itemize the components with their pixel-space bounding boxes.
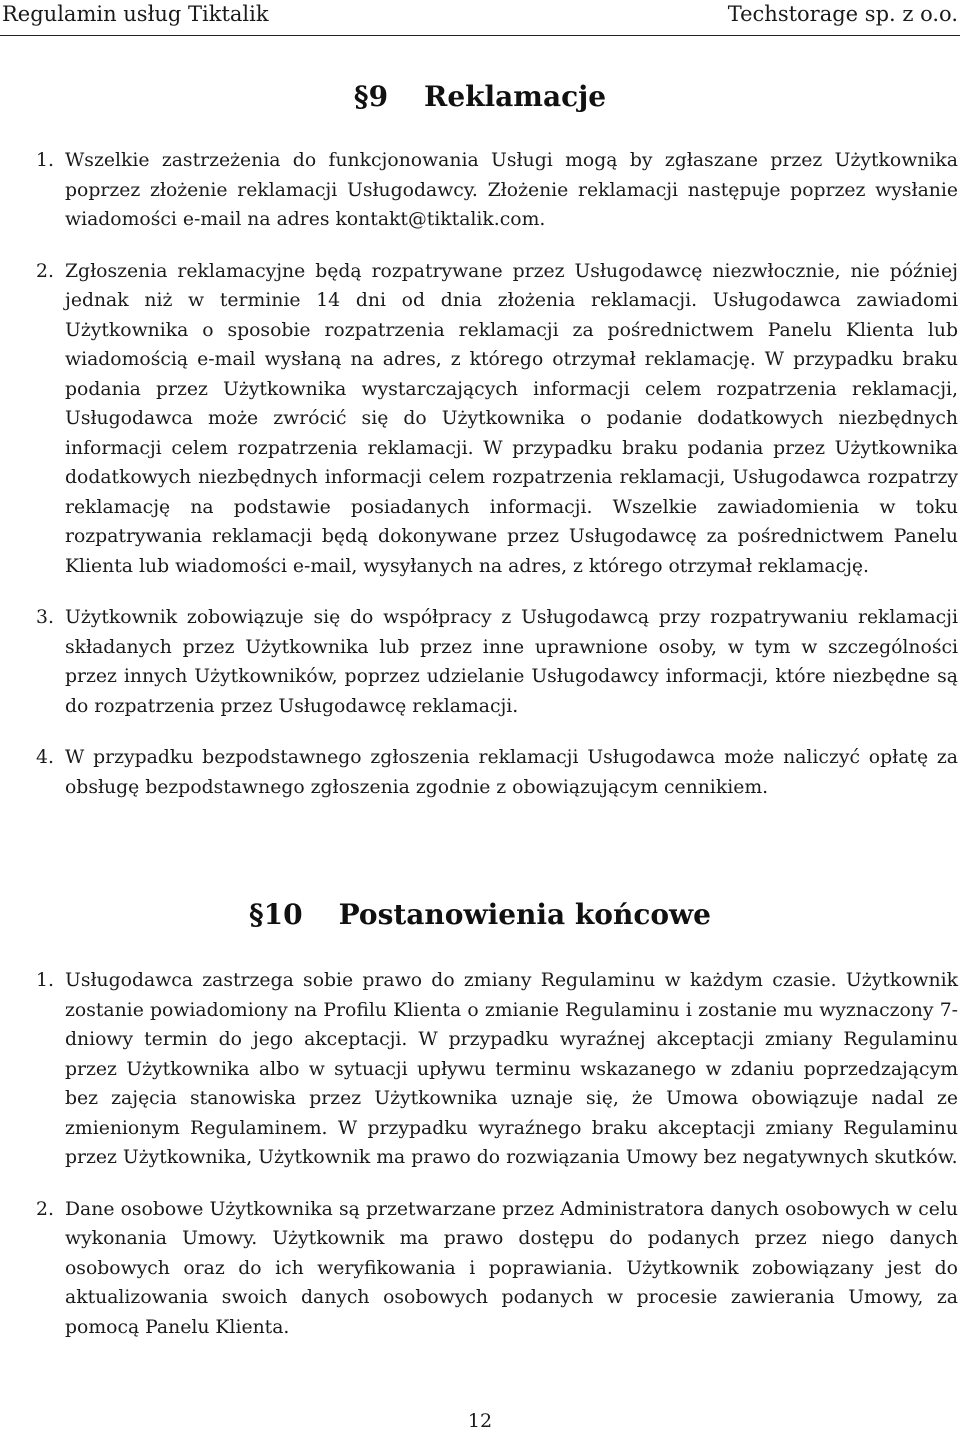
list-item: [0, 603, 960, 721]
running-header: [0, 0, 960, 40]
section-number: §10: [249, 898, 303, 931]
item-marker: 2.: [36, 1198, 54, 1220]
list-item: [0, 257, 960, 582]
item-marker: 4.: [36, 747, 54, 768]
section-heading-10: [0, 898, 960, 931]
item-marker: 1.: [36, 970, 54, 991]
header-company-name: Techstorage sp. z o.o.: [727, 2, 958, 26]
item-text: Wszelkie zastrzeżenia do funkcjonowania Usługi mogą by zgłaszane przez Użytkownika poprzez złożenie reklamacji Usługodawcy. Złożenie reklamacji następuje poprzez wysłanie wiadomości e-mail na adres kontakt@tiktalik.com.: [65, 150, 958, 230]
section-number: §9: [353, 80, 389, 113]
page-number: 12: [467, 1410, 493, 1432]
list-item: [0, 146, 960, 235]
item-text: Usługodawca zastrzega sobie prawo do zmiany Regulaminu w każdym czasie. Użytkownik zostanie powiadomiony na Profilu Klienta o zmianie Regulaminu i zostanie mu wyznaczony 7-dniowy termin do jego akceptacji. W przypadku wyraźnej akceptacji zmiany Regulaminu przez Użytkownika albo w sytuacji upływu terminu wskazanego w zdaniu poprzedzającym bez zajęcia stanowiska przez Użytkownika uznaje się, że Umowa obowiązuje nadal ze zmienionym Regulaminem. W przypadku wyraźnego braku akceptacji zmiany Regulaminu przez Użytkownika, Użytkownik ma prawo do rozwiązania Umowy bez negatywnych skutków.: [65, 970, 958, 1168]
item-text: Zgłoszenia reklamacyjne będą rozpatrywane przez Usługodawcę niezwłocznie, nie później jednak niż w terminie 14 dni od dnia złożenia reklamacji. Usługodawca zawiadomi Użytkownika o sposobie rozpatrzenia reklamacji za pośrednictwem Panelu Klienta lub wiadomością e-mail wysłaną na adres, z którego otrzymał reklamację. W przypadku braku podania przez Użytkownika wystarczających informacji celem rozpatrzenia reklamacji, Usługodawca może zwrócić się do Użytkownika o podanie dodatkowych niezbędnych informacji celem rozpatrzenia reklamacji. W przypadku braku podania przez Użytkownika dodatkowych niezbędnych informacji celem rozpatrzenia reklamacji, Usługodawca rozpatrzy reklamację na podstawie posiadanych informacji. Wszelkie zawiadomienia w toku rozpatrywania reklamacji będą dokonywane przez Usługodawcę za pośrednictwem Panelu Klienta lub wiadomości e-mail, wysyłanych na adres, z którego otrzymał reklamację.: [65, 260, 958, 577]
item-marker: 1.: [36, 150, 54, 171]
header-rule: [0, 35, 960, 36]
section-title: Reklamacje: [424, 80, 607, 113]
list-item: [0, 743, 960, 802]
section-title: Postanowienia końcowe: [338, 898, 711, 931]
item-text: Dane osobowe Użytkownika są przetwarzane przez Administratora danych osobowych w celu wykonania Umowy. Użytkownik ma prawo dostępu do podanych przez niego danych osobowych oraz do ich weryfikowania i poprawiania. Użytkownik zobowiązany jest do aktualizowania swoich danych osobowych podanych w procesie zawierania Umowy, za pomocą Panelu Klienta.: [65, 1198, 958, 1338]
list-item: [0, 966, 960, 1173]
section-9-list: [0, 146, 960, 802]
item-text: Użytkownik zobowiązuje się do współpracy z Usługodawcą przy rozpatrywaniu reklamacji składanych przez Użytkownika lub przez inne uprawnione osoby, w tym w szczególności przez innych Użytkowników, poprzez udzielanie Usługodawcy informacji, które niezbędne są do rozpatrzenia przez Usługodawcę reklamacji.: [65, 607, 958, 717]
item-marker: 3.: [36, 607, 54, 628]
list-item: [0, 1195, 960, 1343]
item-marker: 2.: [36, 260, 54, 282]
section-10-list: [0, 966, 960, 1342]
item-text: W przypadku bezpodstawnego zgłoszenia reklamacji Usługodawca może naliczyć opłatę za obsługę bezpodstawnego zgłoszenia zgodnie z obowiązującym cennikiem.: [65, 747, 958, 798]
section-heading-9: [0, 80, 960, 113]
header-document-title: Regulamin usług Tiktalik: [2, 2, 269, 26]
